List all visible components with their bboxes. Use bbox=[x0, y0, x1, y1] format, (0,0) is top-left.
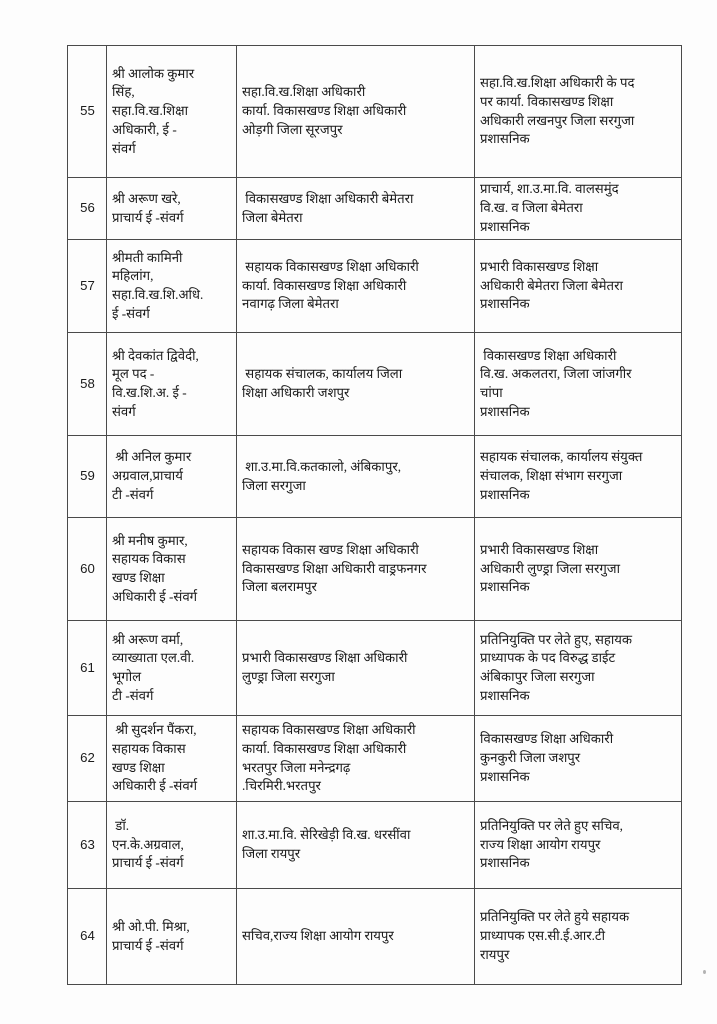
table-row bbox=[68, 889, 682, 985]
row-serial-number: 64 bbox=[68, 889, 107, 985]
row-current-posting: सहायक संचालक, कार्यालय जिला शिक्षा अधिकारी जशपुर bbox=[237, 333, 475, 436]
row-new-posting: सहायक संचालक, कार्यालय संयुक्त संचालक, शिक्षा संभाग सरगुजा प्रशासनिक bbox=[475, 436, 682, 518]
table-row bbox=[68, 436, 682, 518]
table-row bbox=[68, 716, 682, 802]
row-name-designation: श्री अनिल कुमार अग्रवाल,प्राचार्य टी -संवर्ग bbox=[107, 436, 237, 518]
table-row bbox=[68, 240, 682, 333]
row-name-designation: श्री सुदर्शन पैंकरा, सहायक विकास खण्ड शिक्षा अधिकारी ई -संवर्ग bbox=[107, 716, 237, 802]
row-serial-number: 61 bbox=[68, 621, 107, 716]
table-row bbox=[68, 621, 682, 716]
row-new-posting: प्रभारी विकासखण्ड शिक्षा अधिकारी बेमेतरा जिला बेमेतरा प्रशासनिक bbox=[475, 240, 682, 333]
row-serial-number: 56 bbox=[68, 178, 107, 240]
row-serial-number: 55 bbox=[68, 46, 107, 178]
scan-artifact-mark bbox=[703, 970, 706, 974]
row-serial-number: 58 bbox=[68, 333, 107, 436]
row-serial-number: 57 bbox=[68, 240, 107, 333]
row-new-posting: प्रतिनियुक्ति पर लेते हुये सहायक प्राध्यापक एस.सी.ई.आर.टी रायपुर bbox=[475, 889, 682, 985]
row-name-designation: श्री देवकांत द्विवेदी, मूल पद - वि.ख.शि.अ. ई - संवर्ग bbox=[107, 333, 237, 436]
row-name-designation: श्री ओ.पी. मिश्रा, प्राचार्य ई -संवर्ग bbox=[107, 889, 237, 985]
row-current-posting: सहायक विकासखण्ड शिक्षा अधिकारी कार्या. विकासखण्ड शिक्षा अधिकारी नवागढ़ जिला बेमेतरा bbox=[237, 240, 475, 333]
row-serial-number: 59 bbox=[68, 436, 107, 518]
row-new-posting: विकासखण्ड शिक्षा अधिकारी कुनकुरी जिला जशपुर प्रशासनिक bbox=[475, 716, 682, 802]
table-row bbox=[68, 178, 682, 240]
table-row bbox=[68, 518, 682, 621]
row-serial-number: 60 bbox=[68, 518, 107, 621]
row-new-posting: सहा.वि.ख.शिक्षा अधिकारी के पद पर कार्या. विकासखण्ड शिक्षा अधिकारी लखनपुर जिला सरगुजा प्रशासनिक bbox=[475, 46, 682, 178]
row-current-posting: सहायक विकास खण्ड शिक्षा अधिकारी विकासखण्ड शिक्षा अधिकारी वाड्रफनगर जिला बलरामपुर bbox=[237, 518, 475, 621]
row-new-posting: प्रतिनियुक्ति पर लेते हुए, सहायक प्राध्यापक के पद विरुद्ध डाईट अंबिकापुर जिला सरगुजा प्रशासनिक bbox=[475, 621, 682, 716]
row-current-posting: विकासखण्ड शिक्षा अधिकारी बेमेतरा जिला बेमेतरा bbox=[237, 178, 475, 240]
table-row bbox=[68, 802, 682, 889]
row-current-posting: शा.उ.मा.वि.कतकालो, अंबिकापुर, जिला सरगुजा bbox=[237, 436, 475, 518]
row-current-posting: शा.उ.मा.वि. सेरिखेड़ी वि.ख. धरसींवा जिला रायपुर bbox=[237, 802, 475, 889]
row-name-designation: श्रीमती कामिनी महिलांग, सहा.वि.ख.शि.अधि. ई -संवर्ग bbox=[107, 240, 237, 333]
row-name-designation: श्री आलोक कुमार सिंह, सहा.वि.ख.शिक्षा अधिकारी, ई - संवर्ग bbox=[107, 46, 237, 178]
transfer-order-table bbox=[67, 45, 682, 985]
row-serial-number: 62 bbox=[68, 716, 107, 802]
row-name-designation: डॉ. एन.के.अग्रवाल, प्राचार्य ई -संवर्ग bbox=[107, 802, 237, 889]
row-name-designation: श्री अरूण वर्मा, व्याख्याता एल.वी. भूगोल टी -संवर्ग bbox=[107, 621, 237, 716]
row-name-designation: श्री अरूण खरे, प्राचार्य ई -संवर्ग bbox=[107, 178, 237, 240]
row-new-posting: विकासखण्ड शिक्षा अधिकारी वि.ख. अकलतरा, जिला जांजगीर चांपा प्रशासनिक bbox=[475, 333, 682, 436]
row-serial-number: 63 bbox=[68, 802, 107, 889]
row-current-posting: सहा.वि.ख.शिक्षा अधिकारी कार्या. विकासखण्ड शिक्षा अधिकारी ओड़गी जिला सूरजपुर bbox=[237, 46, 475, 178]
table-body bbox=[68, 46, 682, 985]
table-row bbox=[68, 333, 682, 436]
row-current-posting: सहायक विकासखण्ड शिक्षा अधिकारी कार्या. विकासखण्ड शिक्षा अधिकारी भरतपुर जिला मनेन्द्रगढ़ .चिरमिरी.भरतपुर bbox=[237, 716, 475, 802]
row-new-posting: प्रभारी विकासखण्ड शिक्षा अधिकारी लुण्ड्रा जिला सरगुजा प्रशासनिक bbox=[475, 518, 682, 621]
row-name-designation: श्री मनीष कुमार, सहायक विकास खण्ड शिक्षा अधिकारी ई -संवर्ग bbox=[107, 518, 237, 621]
row-new-posting: प्रतिनियुक्ति पर लेते हुए सचिव, राज्य शिक्षा आयोग रायपुर प्रशासनिक bbox=[475, 802, 682, 889]
row-new-posting: प्राचार्य, शा.उ.मा.वि. वालसमुंद वि.ख. व जिला बेमेतरा प्रशासनिक bbox=[475, 178, 682, 240]
table-row bbox=[68, 46, 682, 178]
row-current-posting: प्रभारी विकासखण्ड शिक्षा अधिकारी लुण्ड्रा जिला सरगुजा bbox=[237, 621, 475, 716]
row-current-posting: सचिव,राज्य शिक्षा आयोग रायपुर bbox=[237, 889, 475, 985]
